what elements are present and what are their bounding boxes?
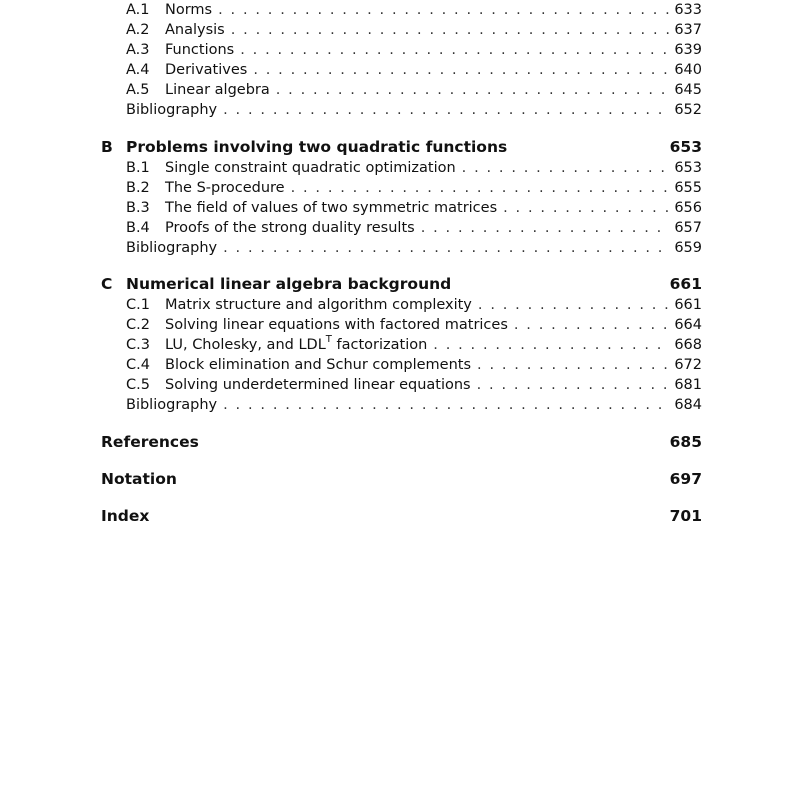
toc-entry-b2[interactable]	[126, 178, 702, 198]
page-number: 637	[674, 22, 702, 38]
toc-entry-c3[interactable]	[126, 335, 702, 355]
toc-entry-a5[interactable]	[126, 80, 702, 100]
bibliography-title: Bibliography	[126, 397, 218, 413]
section-number: A.3	[126, 42, 150, 58]
section-title: Proofs of the strong duality results	[165, 220, 415, 236]
page-number: 697	[669, 470, 702, 488]
page-number: 661	[674, 297, 702, 313]
section-title: The field of values of two symmetric matrices	[165, 200, 498, 216]
section-title-part: factorization	[331, 337, 428, 353]
toc-entry-c-bibliography[interactable]	[126, 395, 702, 415]
dot-leader	[478, 295, 670, 315]
section-title: Solving underdetermined linear equations	[165, 377, 471, 393]
section-number: C.3	[126, 337, 150, 353]
toc-entry-b4[interactable]	[126, 218, 702, 238]
page-number: 633	[674, 2, 702, 18]
dot-leader	[433, 335, 670, 355]
page-number: 701	[669, 507, 702, 525]
toc-entry-a4[interactable]	[126, 60, 702, 80]
dot-leader	[477, 355, 670, 375]
superscript-t: T	[325, 334, 332, 346]
page-number: 661	[669, 275, 702, 293]
page-number: 645	[674, 82, 702, 98]
page-number: 681	[674, 377, 702, 393]
dot-leader	[503, 198, 670, 218]
toc-entry-a1[interactable]	[126, 0, 702, 20]
section-title: Block elimination and Schur complements	[165, 357, 472, 373]
page-number: 652	[674, 102, 702, 118]
bibliography-title: Bibliography	[126, 240, 218, 256]
section-title-part: LU, Cholesky, and LDL	[165, 337, 326, 353]
section-number: A.1	[126, 2, 150, 18]
chapter-title: Index	[101, 507, 150, 525]
section-number: B.2	[126, 180, 150, 196]
chapter-letter: C	[101, 275, 113, 293]
section-number: C.5	[126, 377, 150, 393]
toc-entry-c2[interactable]	[126, 315, 702, 335]
page-number: 656	[674, 200, 702, 216]
toc-entry-c5[interactable]	[126, 375, 702, 395]
section-number: A.5	[126, 82, 150, 98]
section-title: Solving linear equations with factored matrices	[165, 317, 508, 333]
toc-entry-b-bibliography[interactable]	[126, 238, 702, 258]
toc-entry-a-bibliography[interactable]	[126, 100, 702, 120]
section-title: Matrix structure and algorithm complexity	[165, 297, 472, 313]
section-title: The S-procedure	[165, 180, 285, 196]
page-number: 685	[669, 433, 702, 451]
page-number: 664	[674, 317, 702, 333]
toc-index[interactable]	[101, 505, 702, 527]
toc-chapter-c[interactable]	[101, 273, 702, 295]
section-number: A.2	[126, 22, 150, 38]
page-number: 659	[674, 240, 702, 256]
page-number: 653	[669, 138, 702, 156]
section-number: C.2	[126, 317, 150, 333]
page-number: 653	[674, 160, 702, 176]
section-title: Norms	[165, 2, 213, 18]
toc-entry-a3[interactable]	[126, 40, 702, 60]
toc-entry-a2[interactable]	[126, 20, 702, 40]
chapter-letter: B	[101, 138, 113, 156]
section-number: B.1	[126, 160, 150, 176]
dot-leader	[223, 395, 670, 415]
page-number: 640	[674, 62, 702, 78]
dot-leader	[223, 238, 670, 258]
section-number: C.1	[126, 297, 150, 313]
page-number: 668	[674, 337, 702, 353]
dot-leader	[218, 0, 670, 20]
dot-leader	[223, 100, 670, 120]
dot-leader	[240, 40, 670, 60]
dot-leader	[231, 20, 671, 40]
section-number: B.4	[126, 220, 150, 236]
toc-entry-c1[interactable]	[126, 295, 702, 315]
dot-leader	[276, 80, 671, 100]
section-title: Linear algebra	[165, 82, 270, 98]
chapter-title: Numerical linear algebra background	[126, 275, 452, 293]
section-number: B.3	[126, 200, 150, 216]
chapter-title: Problems involving two quadratic functions	[126, 138, 508, 156]
section-title: Single constraint quadratic optimization	[165, 160, 456, 176]
dot-leader	[253, 60, 670, 80]
page-number: 657	[674, 220, 702, 236]
chapter-title: References	[101, 433, 199, 451]
section-title: Analysis	[165, 22, 225, 38]
page-number: 655	[674, 180, 702, 196]
page-number: 639	[674, 42, 702, 58]
toc-entry-b3[interactable]	[126, 198, 702, 218]
dot-leader	[462, 158, 671, 178]
section-number: C.4	[126, 357, 150, 373]
bibliography-title: Bibliography	[126, 102, 218, 118]
toc-chapter-b[interactable]	[101, 136, 702, 158]
section-title	[165, 335, 427, 355]
dot-leader	[421, 218, 671, 238]
page-number: 684	[674, 397, 702, 413]
section-number: A.4	[126, 62, 150, 78]
chapter-title: Notation	[101, 470, 177, 488]
toc-notation[interactable]	[101, 468, 702, 490]
section-title: Derivatives	[165, 62, 248, 78]
dot-leader	[477, 375, 671, 395]
section-title: Functions	[165, 42, 235, 58]
page-number: 672	[674, 357, 702, 373]
toc-entry-b1[interactable]	[126, 158, 702, 178]
toc-references[interactable]	[101, 431, 702, 453]
toc-entry-c4[interactable]	[126, 355, 702, 375]
dot-leader	[291, 178, 671, 198]
dot-leader	[514, 315, 670, 335]
